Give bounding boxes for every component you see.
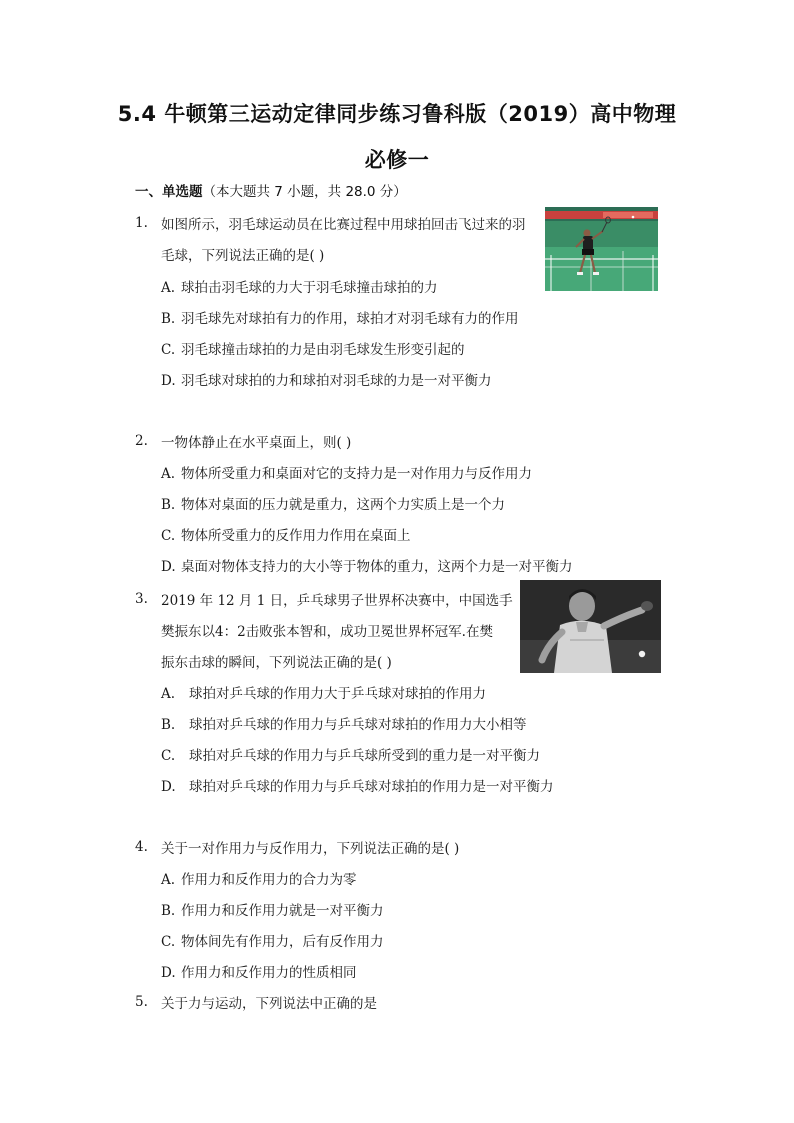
option-text: 羽毛球撞击球拍的力是由羽毛球发生形变引起的 (181, 342, 465, 358)
option-letter: D. (161, 779, 176, 795)
question-option (161, 713, 527, 733)
option-letter: A. (161, 466, 176, 482)
option-letter: D. (161, 373, 176, 389)
option-letter: B. (161, 311, 176, 327)
question-option (161, 555, 573, 575)
question-text: 樊振东以4：2击败张本智和，成功卫冕世界杯冠军.在樊 (161, 624, 493, 640)
option-text: 球拍对乒乓球的作用力与乒乓球对球拍的作用力大小相等 (189, 717, 527, 733)
option-letter: C. (161, 748, 176, 764)
question-number: 1. (135, 215, 148, 231)
question-option (161, 930, 384, 950)
table-tennis-player-photo (520, 580, 661, 673)
question-text: 一物体静止在水平桌面上，则( ) (161, 435, 352, 451)
question-option (161, 899, 384, 919)
section-meta: （本大题共 7 小题，共 28.0 分） (202, 184, 407, 200)
option-letter: D. (161, 559, 176, 575)
option-letter: A. (161, 280, 176, 296)
question-number: 2. (135, 433, 148, 449)
question-text: 毛球，下列说法正确的是( ) (161, 248, 325, 264)
question-option (161, 369, 492, 389)
option-letter: B. (161, 903, 176, 919)
option-text: 球拍对乒乓球的作用力大于乒乓球对球拍的作用力 (189, 686, 486, 702)
question-option (161, 307, 519, 327)
question-option (161, 682, 486, 702)
option-text: 作用力和反作用力就是一对平衡力 (181, 903, 384, 919)
question-number: 3. (135, 591, 148, 607)
question-option (161, 276, 438, 296)
option-letter: A. (161, 872, 176, 888)
question-option (161, 744, 540, 764)
question-option (161, 775, 554, 795)
section-header (135, 180, 407, 200)
option-text: 羽毛球先对球拍有力的作用，球拍才对羽毛球有力的作用 (181, 311, 519, 327)
option-text: 物体间先有作用力，后有反作用力 (181, 934, 384, 950)
option-letter: B. (161, 497, 176, 513)
question-option (161, 338, 465, 358)
option-text: 物体对桌面的压力就是重力，这两个力实质上是一个力 (181, 497, 505, 513)
option-text: 物体所受重力的反作用力作用在桌面上 (181, 528, 411, 544)
option-text: 作用力和反作用力的性质相同 (181, 965, 357, 981)
option-text: 桌面对物体支持力的大小等于物体的重力，这两个力是一对平衡力 (181, 559, 573, 575)
badminton-player-photo (545, 207, 658, 291)
question-text: 如图所示，羽毛球运动员在比赛过程中用球拍回击飞过来的羽 (161, 217, 526, 233)
option-letter: C. (161, 342, 176, 358)
question-option (161, 524, 411, 544)
option-letter: A. (161, 686, 176, 702)
question-number: 4. (135, 839, 148, 855)
option-letter: B. (161, 717, 176, 733)
question-option (161, 462, 532, 482)
option-text: 球拍击羽毛球的力大于羽毛球撞击球拍的力 (181, 280, 438, 296)
question-number: 5. (135, 994, 148, 1010)
question-text: 关于力与运动，下列说法中正确的是 (161, 996, 377, 1012)
section-label: 一、单选题 (135, 184, 203, 200)
question-option (161, 868, 357, 888)
option-letter: D. (161, 965, 176, 981)
option-text: 球拍对乒乓球的作用力与乒乓球所受到的重力是一对平衡力 (189, 748, 540, 764)
option-text: 羽毛球对球拍的力和球拍对羽毛球的力是一对平衡力 (181, 373, 492, 389)
question-option (161, 493, 505, 513)
option-letter: C. (161, 934, 176, 950)
question-option (161, 961, 357, 981)
option-text: 物体所受重力和桌面对它的支持力是一对作用力与反作用力 (181, 466, 532, 482)
option-text: 球拍对乒乓球的作用力与乒乓球对球拍的作用力是一对平衡力 (189, 779, 554, 795)
option-text: 作用力和反作用力的合力为零 (181, 872, 357, 888)
page-title: 5.4 牛顿第三运动定律同步练习鲁科版（2019）高中物理 (117, 102, 677, 126)
option-letter: C. (161, 528, 176, 544)
question-text: 振东击球的瞬间，下列说法正确的是( ) (161, 655, 392, 671)
question-text: 关于一对作用力与反作用力，下列说法正确的是( ) (161, 841, 460, 857)
question-text: 2019 年 12 月 1 日，乒乓球男子世界杯决赛中，中国选手 (161, 593, 513, 609)
page-title-continued: 必修一 (364, 148, 430, 172)
